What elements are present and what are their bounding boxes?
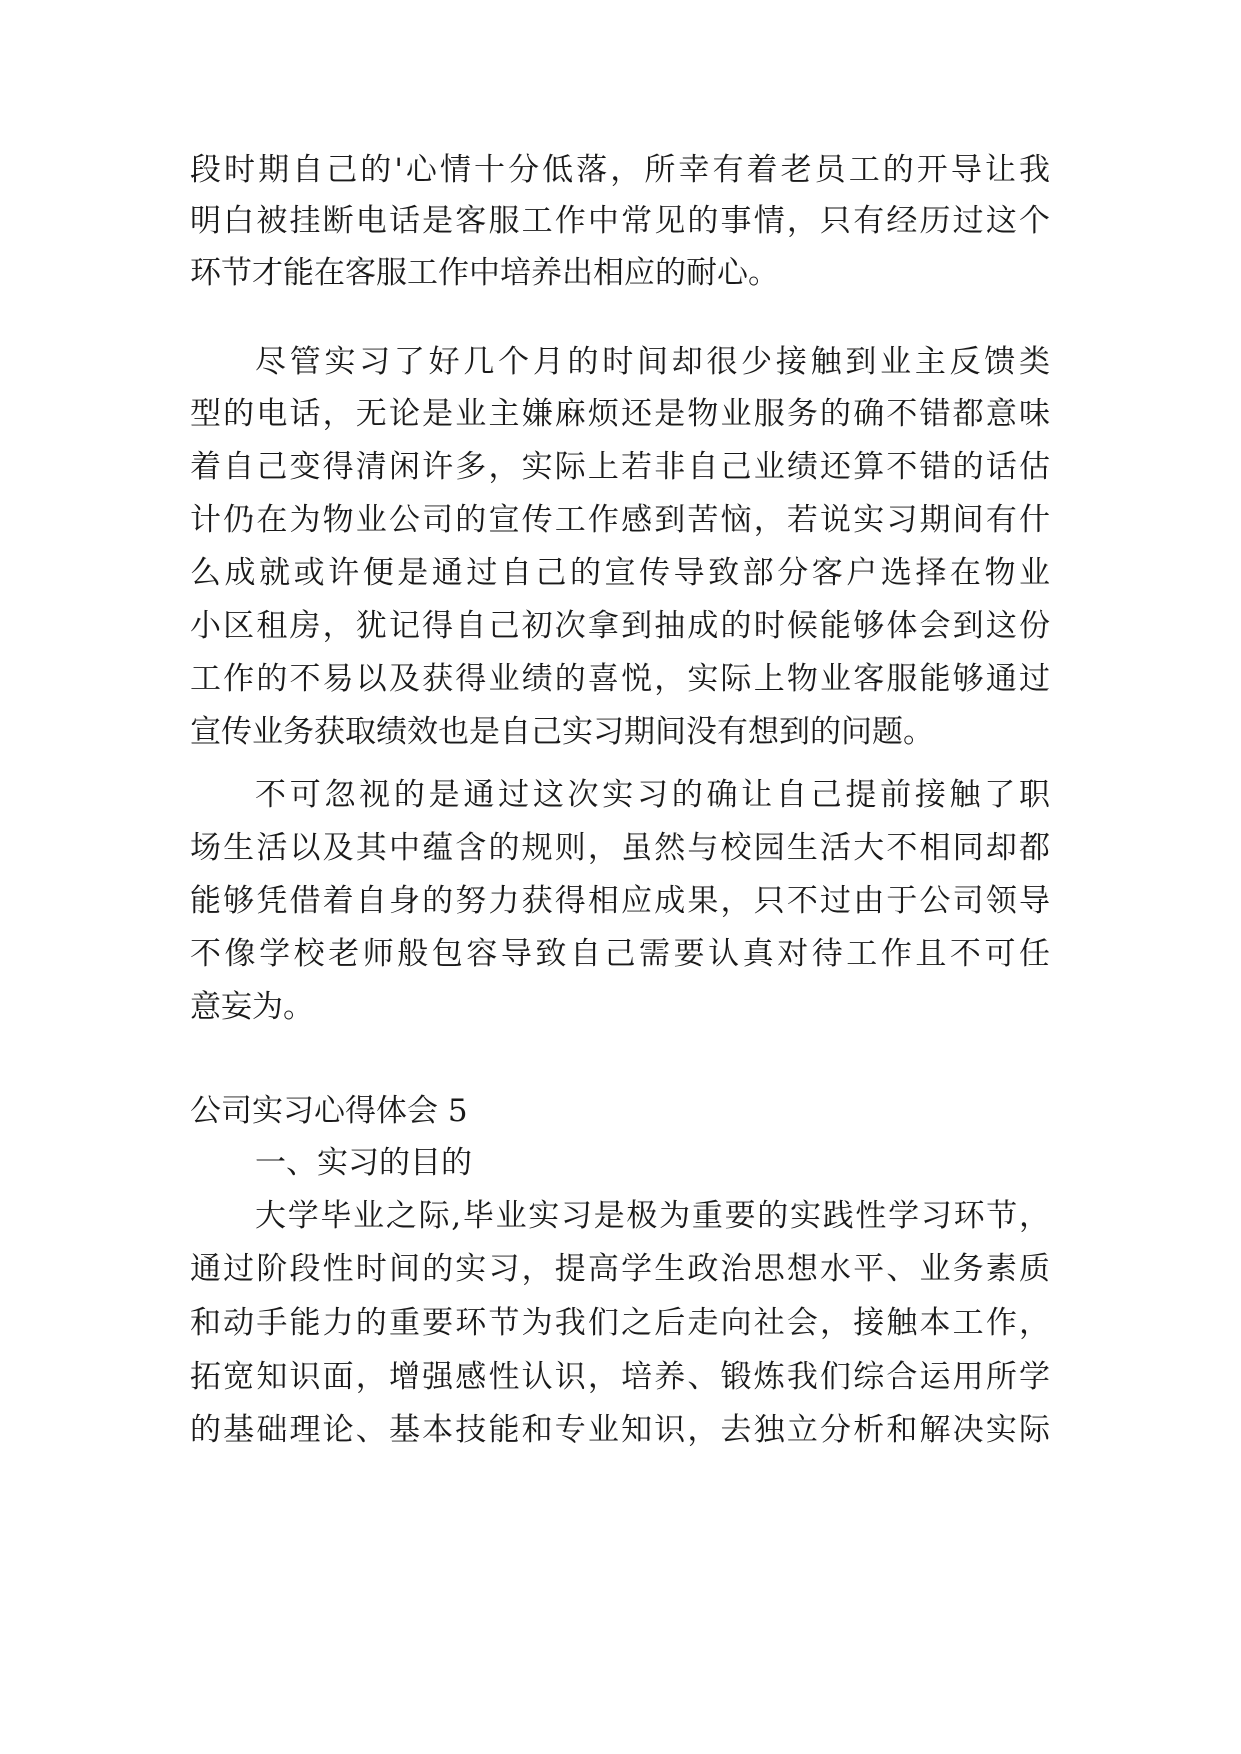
paragraph-line: 大学毕业之际,毕业实习是极为重要的实践性学习环节， [255,1198,1050,1234]
paragraph-line: 不像学校老师般包容导致自己需要认真对待工作且不可任 [190,936,1050,972]
paragraph-line: 和动手能力的重要环节为我们之后走向社会，接触本工作， [190,1305,1050,1341]
paragraph-line: 明白被挂断电话是客服工作中常见的事情，只有经历过这个 [190,203,1050,239]
paragraph-line: 计仍在为物业公司的宣传工作感到苦恼，若说实习期间有什 [190,502,1050,538]
paragraph-line: 段时期自己的'心情十分低落，所幸有着老员工的开导让我 [190,152,1050,188]
subsection-title: 一、实习的目的 [255,1145,472,1181]
paragraph-line: 场生活以及其中蕴含的规则，虽然与校园生活大不相同却都 [190,830,1050,866]
section-title: 公司实习心得体会 5 [190,1093,468,1129]
paragraph-line: 工作的不易以及获得业绩的喜悦，实际上物业客服能够通过 [190,661,1050,697]
paragraph-line: 尽管实习了好几个月的时间却很少接触到业主反馈类 [255,344,1050,380]
paragraph-line: 拓宽知识面，增强感性认识，培养、锻炼我们综合运用所学 [190,1359,1050,1395]
paragraph-line: 环节才能在客服工作中培养出相应的耐心。 [190,255,779,291]
paragraph-line: 宣传业务获取绩效也是自己实习期间没有想到的问题。 [190,714,934,750]
paragraph-line: 的基础理论、基本技能和专业知识，去独立分析和解决实际 [190,1412,1050,1448]
paragraph-line: 小区租房，犹记得自己初次拿到抽成的时候能够体会到这份 [190,608,1050,644]
paragraph-line: 不可忽视的是通过这次实习的确让自己提前接触了职 [255,777,1050,813]
paragraph-line: 型的电话，无论是业主嫌麻烦还是物业服务的确不错都意味 [190,396,1050,432]
paragraph-line: 能够凭借着自身的努力获得相应成果，只不过由于公司领导 [190,883,1050,919]
paragraph-line: 通过阶段性时间的实习，提高学生政治思想水平、业务素质 [190,1251,1050,1287]
paragraph-line: 么成就或许便是通过自己的宣传导致部分客户选择在物业 [190,555,1050,591]
paragraph-line: 意妄为。 [190,989,314,1025]
paragraph-line: 着自己变得清闲许多，实际上若非自己业绩还算不错的话估 [190,449,1050,485]
